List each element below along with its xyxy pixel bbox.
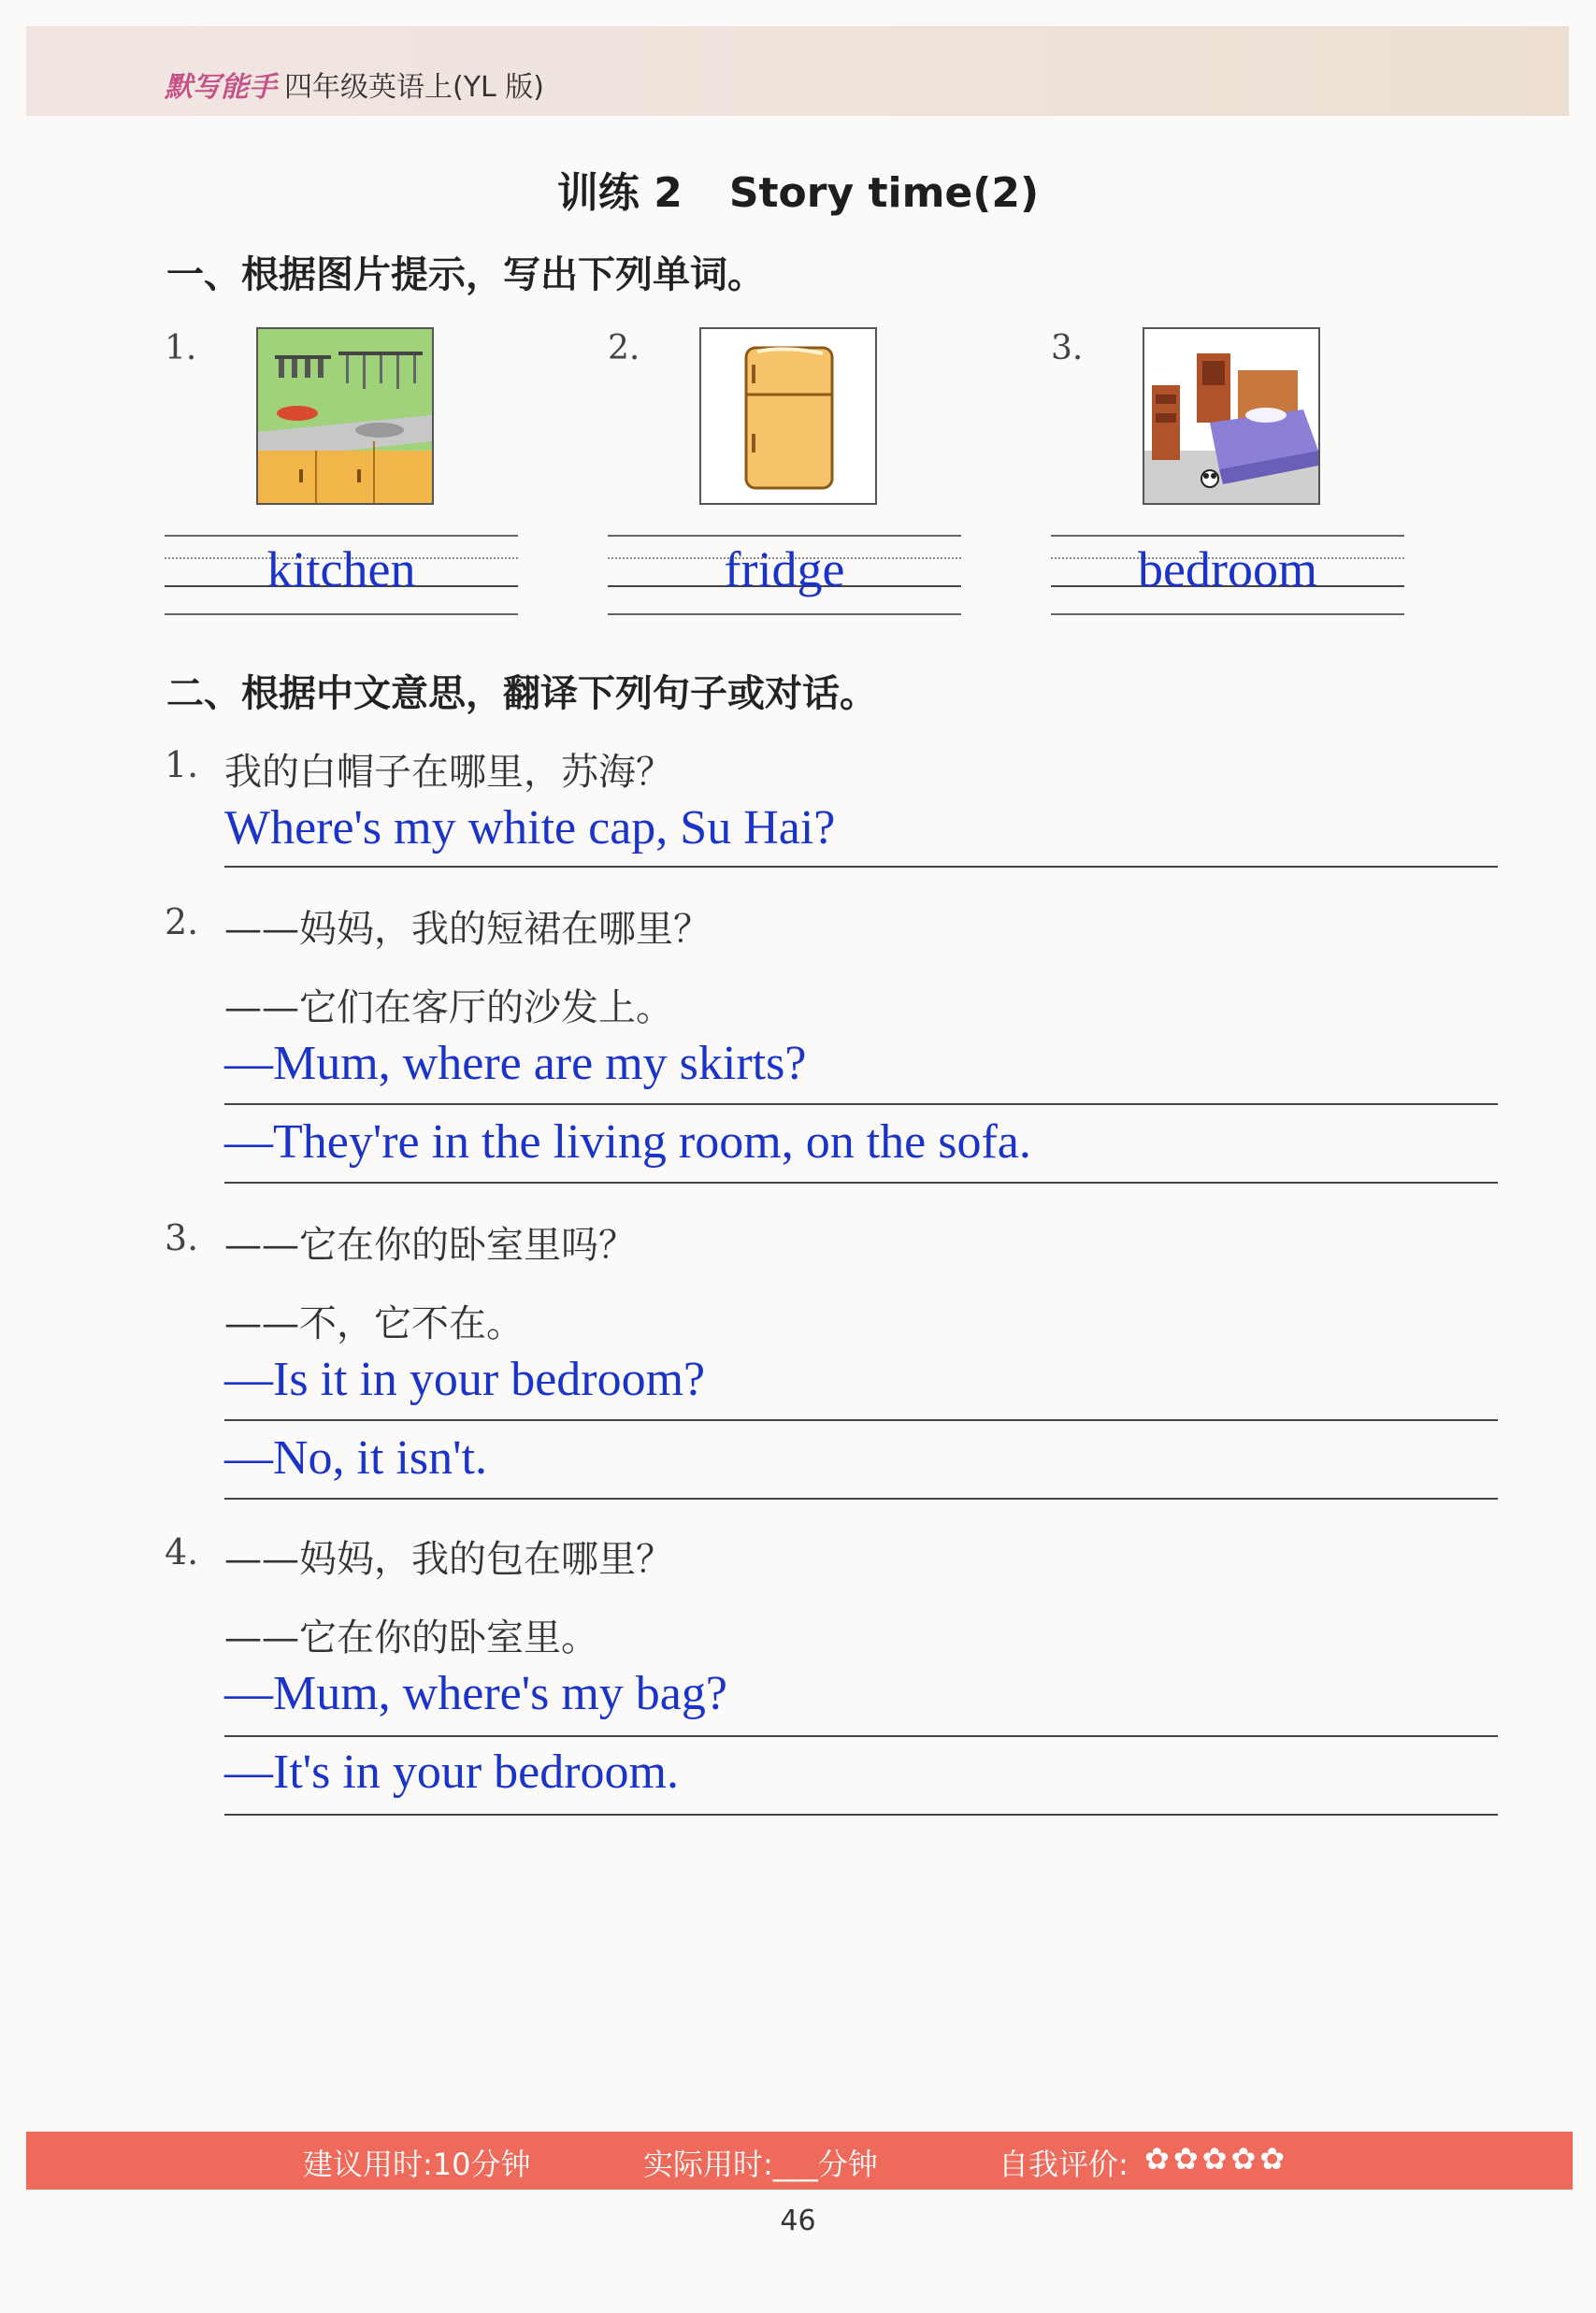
lesson-number: 训练 2 <box>556 169 683 217</box>
fridge-icon <box>699 327 877 505</box>
answer-line[interactable] <box>224 1182 1498 1184</box>
answer-lines[interactable] <box>165 535 518 619</box>
bedroom-icon <box>1143 327 1320 505</box>
question-number: 1. <box>165 744 199 785</box>
answer-line[interactable] <box>224 866 1498 868</box>
question-number: 4. <box>165 1531 199 1573</box>
section1-title: 一、根据图片提示，写出下列单词。 <box>166 253 765 296</box>
answer-lines[interactable] <box>1051 535 1404 619</box>
answer-word: bedroom <box>1138 541 1317 597</box>
answer-sentence: —Mum, where are my skirts? <box>224 1037 807 1090</box>
lesson-name: Story time(2) <box>728 169 1040 217</box>
answer-line[interactable] <box>224 1419 1498 1421</box>
answer-word: fridge <box>724 541 845 597</box>
book-subtitle: 四年级英语上(YL 版) <box>284 71 544 104</box>
page-number: 46 <box>780 2205 816 2237</box>
answer-sentence: —They're in the living room, on the sofa. <box>224 1115 1031 1169</box>
answer-line[interactable] <box>224 1103 1498 1105</box>
answer-sentence: —It's in your bedroom. <box>224 1746 679 1799</box>
answer-sentence: —Mum, where's my bag? <box>224 1667 727 1720</box>
question-number: 2. <box>165 901 199 942</box>
question-prompt: ——不，它不在。 <box>224 1302 524 1345</box>
answer-sentence: —Is it in your bedroom? <box>224 1353 706 1406</box>
brand-name: 默写能手 <box>165 71 277 104</box>
item-number: 1. <box>165 329 197 367</box>
rating-stars[interactable]: ✿✿✿✿✿ <box>1144 2141 1289 2177</box>
footer-band <box>26 2132 1573 2190</box>
answer-lines[interactable] <box>608 535 961 619</box>
item-number: 2. <box>608 329 640 367</box>
answer-word: kitchen <box>266 541 416 597</box>
answer-sentence: Where's my white cap, Su Hai? <box>224 801 836 855</box>
question-prompt: ——妈妈，我的包在哪里？ <box>224 1538 673 1581</box>
answer-line[interactable] <box>224 1814 1498 1816</box>
book-header <box>165 64 544 105</box>
answer-line[interactable] <box>224 1735 1498 1737</box>
question-prompt: ——妈妈，我的短裙在哪里？ <box>224 908 711 951</box>
answer-sentence: —No, it isn't. <box>224 1431 487 1485</box>
question-prompt: ——它在你的卧室里。 <box>224 1616 598 1659</box>
suggested-time: 建议用时:10分钟 <box>303 2147 531 2182</box>
section2-title: 二、根据中文意思，翻译下列句子或对话。 <box>166 672 877 715</box>
kitchen-icon <box>256 327 434 505</box>
actual-time[interactable]: 实际用时:___分钟 <box>643 2147 878 2182</box>
self-evaluation-label: 自我评价: <box>999 2147 1129 2182</box>
lesson-title <box>0 159 1596 219</box>
question-number: 3. <box>165 1217 199 1258</box>
question-prompt: ——它在你的卧室里吗？ <box>224 1224 636 1267</box>
answer-line[interactable] <box>224 1498 1498 1500</box>
question-prompt: ——它们在客厅的沙发上。 <box>224 986 673 1029</box>
item-number: 3. <box>1051 329 1084 367</box>
question-prompt: 我的白帽子在哪里，苏海？ <box>224 751 673 794</box>
